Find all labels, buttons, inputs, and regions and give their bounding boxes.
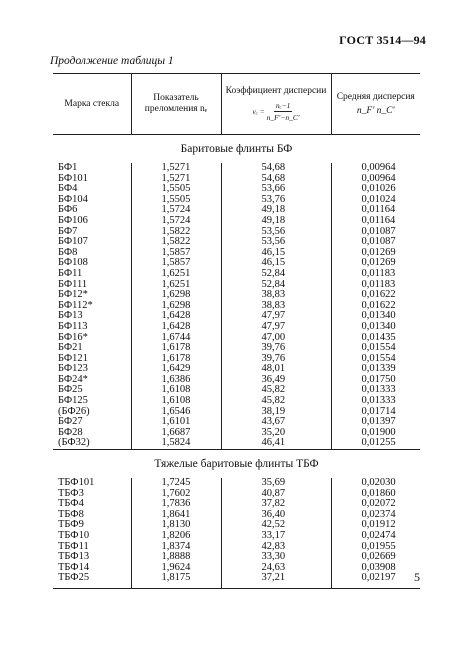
- cell-dispersion-coefficient: 46,15: [221, 248, 331, 259]
- cell-glass-grade: БФ16*: [58, 331, 88, 343]
- cell-glass-grade: (БФ32): [58, 437, 90, 449]
- cell-mean-dispersion: 0,01912: [331, 520, 420, 531]
- cell-dispersion-coefficient: 38,83: [221, 301, 331, 312]
- cell-refractive-index: 1,8130: [131, 520, 221, 531]
- cell-refractive-index: 1,5822: [131, 227, 221, 238]
- formula-fraction: [267, 100, 300, 123]
- cell-glass-grade: ТБФ4: [58, 498, 84, 510]
- cell-glass-grade: ТБФ14: [58, 561, 90, 573]
- cell-dispersion-coefficient: 49,18: [221, 205, 331, 216]
- cell-refractive-index: 1,8175: [131, 573, 221, 584]
- cell-refractive-index: 1,6298: [131, 301, 221, 312]
- group-heading-row: [53, 450, 420, 479]
- cell-glass-grade: БФ24*: [58, 373, 88, 385]
- abbe-number-formula: [225, 100, 328, 123]
- cell-mean-dispersion: 0,01339: [331, 364, 420, 375]
- cell-mean-dispersion: 0,01554: [331, 343, 420, 354]
- cell-mean-dispersion: 0,01622: [331, 290, 420, 301]
- cell-dispersion-coefficient: 36,40: [221, 510, 331, 521]
- cell-mean-dispersion: 0,02374: [331, 510, 420, 521]
- cell-mean-dispersion: 0,01340: [331, 322, 420, 333]
- table-end-cell: [131, 584, 221, 589]
- cell-refractive-index: 1,6429: [131, 364, 221, 375]
- table-end-cell: [221, 584, 331, 589]
- cell-refractive-index: 1,6428: [131, 311, 221, 322]
- cell-dispersion-coefficient: 47,00: [221, 333, 331, 344]
- cell-glass-grade: БФ13: [58, 310, 83, 322]
- cell-dispersion-coefficient: 45,82: [221, 385, 331, 396]
- cell-dispersion-coefficient: 53,56: [221, 237, 331, 248]
- cell-mean-dispersion: 0,01183: [331, 269, 420, 280]
- cell-dispersion-coefficient: 37,21: [221, 573, 331, 584]
- cell-dispersion-coefficient: 49,18: [221, 216, 331, 227]
- cell-refractive-index: 1,8206: [131, 531, 221, 542]
- glass-properties-table: [53, 73, 420, 589]
- cell-dispersion-coefficient: 40,87: [221, 489, 331, 500]
- cell-glass-grade: БФ8: [58, 246, 78, 258]
- cell-refractive-index: 1,5271: [131, 163, 221, 174]
- column-header-mean-dispersion: [331, 74, 420, 135]
- cell-mean-dispersion: 0,00964: [331, 174, 420, 185]
- dispersion-coefficient-label: Коэффициент дисперсии: [225, 85, 327, 96]
- cell-glass-grade: БФ123: [58, 363, 88, 375]
- cell-refractive-index: 1,5857: [131, 248, 221, 259]
- cell-glass-grade: ТБФ8: [58, 508, 84, 520]
- cell-dispersion-coefficient: 46,41: [221, 438, 331, 449]
- cell-dispersion-coefficient: 48,01: [221, 364, 331, 375]
- cell-refractive-index: 1,8374: [131, 542, 221, 553]
- cell-mean-dispersion: 0,02197: [331, 573, 420, 584]
- cell-dispersion-coefficient: 47,97: [221, 311, 331, 322]
- cell-mean-dispersion: 0,01554: [331, 354, 420, 365]
- cell-glass-grade: БФ101: [58, 172, 88, 184]
- table-row: [53, 216, 420, 227]
- cell-glass-grade: БФ21: [58, 342, 83, 354]
- table-row: [53, 163, 420, 174]
- cell-dispersion-coefficient: 52,84: [221, 269, 331, 280]
- cell-refractive-index: 1,8641: [131, 510, 221, 521]
- cell-glass-grade: БФ1: [58, 162, 78, 173]
- group-heading-row: [53, 135, 420, 164]
- cell-glass-grade: БФ4: [58, 183, 78, 195]
- cell-dispersion-coefficient: 53,56: [221, 227, 331, 238]
- cell-refractive-index: 1,6546: [131, 407, 221, 418]
- cell-mean-dispersion: 0,01255: [331, 438, 420, 449]
- cell-mean-dispersion: 0,01750: [331, 375, 420, 386]
- cell-refractive-index: 1,6178: [131, 354, 221, 365]
- cell-refractive-index: 1,6108: [131, 396, 221, 407]
- table-row: [53, 531, 420, 542]
- cell-mean-dispersion: 0,01955: [331, 542, 420, 553]
- cell-refractive-index: 1,6251: [131, 280, 221, 291]
- table-end-cell: [331, 584, 420, 589]
- mean-dispersion-label: Средняя дисперсия: [336, 91, 415, 102]
- cell-mean-dispersion: 0,01622: [331, 301, 420, 312]
- cell-mean-dispersion: 0,02030: [331, 478, 420, 489]
- cell-mean-dispersion: 0,01900: [331, 428, 420, 439]
- cell-dispersion-coefficient: 43,67: [221, 417, 331, 428]
- cell-dispersion-coefficient: 39,76: [221, 343, 331, 354]
- cell-glass-grade: БФ25: [58, 384, 83, 396]
- column-header-grade: Марка стекла: [53, 74, 131, 135]
- cell-mean-dispersion: 0,02072: [331, 499, 420, 510]
- cell-mean-dispersion: 0,01860: [331, 489, 420, 500]
- cell-mean-dispersion: 0,01340: [331, 311, 420, 322]
- column-header-dispersion-coefficient: [221, 74, 331, 135]
- cell-glass-grade: БФ113: [58, 320, 88, 332]
- cell-dispersion-coefficient: 36,49: [221, 375, 331, 386]
- cell-mean-dispersion: 0,01087: [331, 237, 420, 248]
- table-row: [53, 573, 420, 584]
- mean-dispersion-symbols: n_F′ n_C′: [356, 105, 395, 116]
- cell-dispersion-coefficient: 33,30: [221, 552, 331, 563]
- table-row: [53, 322, 420, 333]
- table-header-row: [53, 74, 420, 135]
- page-number: 5: [414, 570, 420, 584]
- cell-refractive-index: 1,6251: [131, 269, 221, 280]
- cell-dispersion-coefficient: 52,84: [221, 280, 331, 291]
- cell-mean-dispersion: 0,01435: [331, 333, 420, 344]
- cell-mean-dispersion: 0,01183: [331, 280, 420, 291]
- cell-mean-dispersion: 0,01333: [331, 385, 420, 396]
- cell-refractive-index: 1,5505: [131, 184, 221, 195]
- refractive-index-label-line1: Показатель: [153, 93, 199, 103]
- cell-glass-grade: БФ6: [58, 204, 78, 216]
- cell-refractive-index: 1,6108: [131, 385, 221, 396]
- cell-refractive-index: 1,6386: [131, 375, 221, 386]
- cell-refractive-index: 1,7602: [131, 489, 221, 500]
- formula-denominator: n_F′−n_C′: [266, 112, 300, 122]
- cell-refractive-index: 1,6428: [131, 322, 221, 333]
- cell-mean-dispersion: 0,02669: [331, 552, 420, 563]
- document-code: ГОСТ 3514—94: [339, 33, 426, 47]
- cell-refractive-index: 1,6101: [131, 417, 221, 428]
- cell-glass-grade: БФ12*: [58, 289, 88, 301]
- cell-mean-dispersion: 0,01164: [331, 205, 420, 216]
- cell-glass-grade: ТБФ13: [58, 551, 90, 563]
- table-body: [53, 135, 420, 589]
- group-title: Тяжелые баритовые флинты ТБФ: [53, 450, 420, 479]
- cell-dispersion-coefficient: 54,68: [221, 174, 331, 185]
- cell-refractive-index: 1,5824: [131, 438, 221, 449]
- cell-glass-grade: ТБФ101: [58, 477, 95, 489]
- cell-refractive-index: 1,5822: [131, 237, 221, 248]
- cell-glass-grade: БФ11: [58, 267, 83, 279]
- cell-dispersion-coefficient: 54,68: [221, 163, 331, 174]
- cell-mean-dispersion: 0,01026: [331, 184, 420, 195]
- cell-mean-dispersion: 0,01269: [331, 248, 420, 259]
- cell-dispersion-coefficient: 46,15: [221, 258, 331, 269]
- cell-dispersion-coefficient: 42,52: [221, 520, 331, 531]
- cell-glass-grade: БФ112*: [58, 299, 93, 311]
- cell-refractive-index: 1,8888: [131, 552, 221, 563]
- cell-mean-dispersion: 0,00964: [331, 163, 420, 174]
- cell-dispersion-coefficient: 38,83: [221, 290, 331, 301]
- cell-dispersion-coefficient: 33,17: [221, 531, 331, 542]
- cell-dispersion-coefficient: 45,82: [221, 396, 331, 407]
- cell-mean-dispersion: 0,01024: [331, 195, 420, 206]
- cell-glass-grade: БФ107: [58, 236, 88, 248]
- cell-glass-grade: БФ125: [58, 395, 88, 407]
- cell-refractive-index: 1,5857: [131, 258, 221, 269]
- table-row: [53, 438, 420, 449]
- cell-refractive-index: 1,7245: [131, 478, 221, 489]
- table-continuation-caption: Продолжение таблицы 1: [50, 55, 174, 67]
- cell-dispersion-coefficient: 37,82: [221, 499, 331, 510]
- cell-glass-grade: ТБФ9: [58, 519, 84, 531]
- cell-dispersion-coefficient: 38,19: [221, 407, 331, 418]
- cell-glass-grade: ТБФ11: [58, 540, 89, 552]
- cell-mean-dispersion: 0,01714: [331, 407, 420, 418]
- cell-glass-grade: БФ104: [58, 193, 88, 205]
- cell-glass-grade: БФ108: [58, 257, 88, 269]
- cell-mean-dispersion: 0,03908: [331, 563, 420, 574]
- cell-refractive-index: 1,5724: [131, 205, 221, 216]
- cell-refractive-index: 1,6687: [131, 428, 221, 439]
- refractive-index-label-line2: преломления nₑ: [144, 104, 208, 114]
- formula-lhs: vₑ =: [252, 106, 265, 116]
- group-title: Баритовые флинты БФ: [180, 143, 293, 155]
- cell-glass-grade: БФ28: [58, 426, 83, 438]
- table-end-cell: [53, 584, 131, 589]
- formula-numerator: nₑ−1: [275, 100, 291, 110]
- cell-refractive-index: 1,7836: [131, 499, 221, 510]
- cell-refractive-index: 1,9624: [131, 563, 221, 574]
- cell-glass-grade: (БФ26): [58, 405, 90, 417]
- cell-dispersion-coefficient: 35,69: [221, 478, 331, 489]
- cell-dispersion-coefficient: 53,76: [221, 195, 331, 206]
- cell-mean-dispersion: 0,01164: [331, 216, 420, 227]
- cell-glass-grade: БФ121: [58, 352, 88, 364]
- cell-refractive-index: 1,6298: [131, 290, 221, 301]
- cell-glass-grade: ТБФ25: [58, 572, 90, 584]
- cell-glass-grade: БФ106: [58, 214, 88, 226]
- cell-glass-grade: ТБФ10: [58, 530, 90, 541]
- table-bottom-rule: [53, 584, 420, 589]
- cell-mean-dispersion: 0,01087: [331, 227, 420, 238]
- cell-glass-grade: БФ27: [58, 416, 83, 428]
- cell-mean-dispersion: 0,01397: [331, 417, 420, 428]
- cell-dispersion-coefficient: 35,20: [221, 428, 331, 439]
- cell-glass-grade: ТБФ3: [58, 487, 84, 499]
- cell-dispersion-coefficient: 39,76: [221, 354, 331, 365]
- cell-mean-dispersion: 0,02474: [331, 531, 420, 542]
- cell-dispersion-coefficient: 47,97: [221, 322, 331, 333]
- cell-refractive-index: 1,6178: [131, 343, 221, 354]
- cell-glass-grade: БФ111: [58, 278, 88, 290]
- cell-dispersion-coefficient: 24,63: [221, 563, 331, 574]
- cell-glass-grade: БФ7: [58, 225, 78, 237]
- cell-refractive-index: 1,5724: [131, 216, 221, 227]
- cell-mean-dispersion: 0,01333: [331, 396, 420, 407]
- cell-mean-dispersion: 0,01269: [331, 258, 420, 269]
- cell-dispersion-coefficient: 53,66: [221, 184, 331, 195]
- cell-refractive-index: 1,5505: [131, 195, 221, 206]
- table-row: [53, 269, 420, 280]
- column-header-refractive-index: [131, 74, 221, 135]
- cell-refractive-index: 1,5271: [131, 174, 221, 185]
- cell-refractive-index: 1,6744: [131, 333, 221, 344]
- cell-dispersion-coefficient: 42,83: [221, 542, 331, 553]
